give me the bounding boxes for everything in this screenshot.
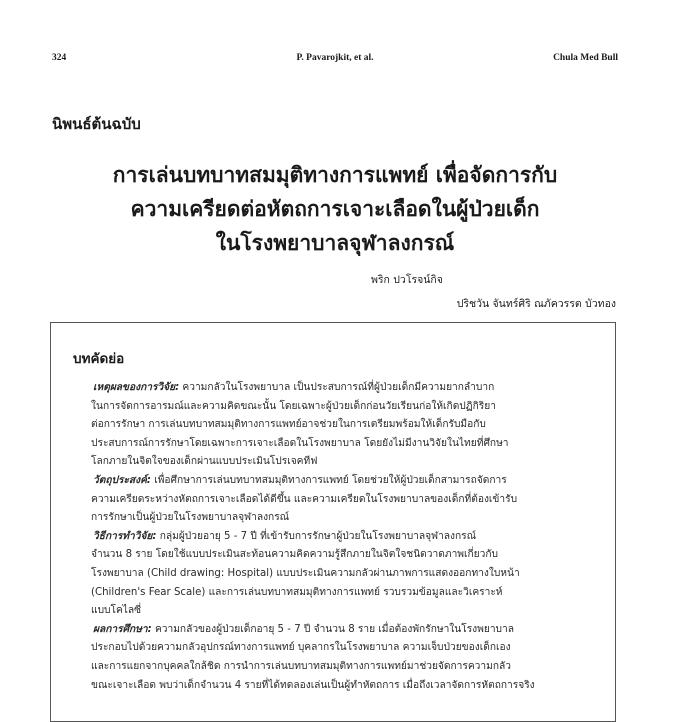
abstract-line: ประสบการณ์การรักษาโดยเฉพาะการเจาะเลือดในโรงพยาบาล โดยยังไม่มีงานวิจัยในไทยที่ศึกษา <box>91 437 509 449</box>
abstract-line: การรักษาเป็นผู้ป่วยในโรงพยาบาลจุฬาลงกรณ์ <box>91 512 290 524</box>
section-text: กลุ่มผู้ป่วยอายุ 5 - 7 ปี ที่เข้ารับการรักษาผู้ป่วยในโรงพยาบาลจุฬาลงกรณ์ <box>156 530 477 542</box>
abstract-line: โลกภายในจิตใจของเด็กผ่านแบบประเมินโปรเจคทีฟ <box>91 456 318 468</box>
abstract-line <box>93 379 593 398</box>
abstract-line <box>93 621 593 640</box>
running-authors: P. Pavarojkit, et al. <box>296 53 374 63</box>
title-line: ในโรงพยาบาลจุฬาลงกรณ์ <box>215 231 455 255</box>
section-text: ความกลัวในโรงพยาบาล เป็นประสบการณ์ที่ผู้ป่วยเด็กมีความยากลำบาก <box>179 382 495 393</box>
author-list <box>316 268 616 316</box>
abstract-line: แบบโคไลซี่ <box>91 605 142 617</box>
abstract-line: (Children's Fear Scale) และการเล่นบทบาทสมมุติทางการแพทย์ รวบรวมข้อมูลและวิเคราะห์ <box>91 586 503 598</box>
section-label: วิธีการทำวิจัย: <box>93 530 157 542</box>
author-line: ปริชวัน จันทร์ศิริ ณภัควรรต บัวทอง <box>456 298 616 310</box>
section-label: เหตุผลของการวิจัย: <box>93 382 180 393</box>
section-label: วัตถุประสงค์: <box>93 474 151 486</box>
journal-name: Chula Med Bull <box>553 53 618 63</box>
abstract-line: และการแยกจากบุคคลใกล้ชิด การนำการเล่นบทบาทสมมุติทางการแพทย์มาช่วยจัดการความกลัว <box>91 660 511 672</box>
section-text: เพื่อศึกษาการเล่นบทบาทสมมุติทางการแพทย์ โดยช่วยให้ผู้ป่วยเด็กสามารถจัดการ <box>151 474 507 486</box>
page-number: 324 <box>52 53 67 63</box>
author-line: พริก ปวโรจน์กิจ <box>371 274 443 286</box>
abstract-line: ความเครียดระหว่างหัตถการเจาะเลือดได้ดีขึ้น และความเครียดในโรงพยาบาลของเด็กที่ต้องเข้ารับ <box>91 493 518 505</box>
abstract-line: ต่อการรักษา การเล่นบทบาทสมมุติทางการแพทย์อาจช่วยในการเตรียมพร้อมให้เด็กรับมือกับ <box>91 419 486 431</box>
abstract-line: โรงพยาบาล (Child drawing: Hospital) แบบประเมินความกลัวผ่านภาพการแสดงออกทางใบหน้า <box>91 567 520 579</box>
abstract-heading: บทคัดย่อ <box>73 351 125 367</box>
abstract-line: ขณะเจาะเลือด พบว่าเด็กจำนวน 4 รายที่ได้ทดลองเล่นเป็นผู้ทำหัตถการ เมื่อถึงเวลาจัดการหัตถการจริง <box>91 679 535 691</box>
running-header <box>52 53 618 67</box>
abstract-line: จำนวน 8 ราย โดยใช้แบบประเมินสะท้อนความคิดความรู้สึกภายในจิตใจชนิดวาดภาพเกี่ยวกับ <box>91 549 498 561</box>
abstract-body <box>93 379 593 695</box>
section-label: ผลการศึกษา: <box>93 623 152 635</box>
paper-title <box>52 158 618 260</box>
section-text: ความกลัวของผู้ป่วยเด็กอายุ 5 - 7 ปี จำนวน 8 ราย เมื่อต้องพักรักษาในโรงพยาบาล <box>151 623 514 635</box>
abstract-line <box>93 472 593 491</box>
abstract-line: ประกอบไปด้วยความกลัวอุปกรณ์ทางการแพทย์ บุคลากรในโรงพยาบาล ความเจ็บป่วยของเด็กเอง <box>91 642 511 654</box>
paper-type: นิพนธ์ต้นฉบับ <box>52 115 141 133</box>
title-line: ความเครียดต่อหัตถการเจาะเลือดในผู้ป่วยเด็ก <box>130 197 540 221</box>
abstract-line <box>93 528 593 547</box>
title-line: การเล่นบทบาทสมมุติทางการแพทย์ เพื่อจัดการกับ <box>112 163 558 187</box>
abstract-box <box>50 322 616 722</box>
abstract-line: ในการจัดการอารมณ์และความคิดขณะนั้น โดยเฉพาะผู้ป่วยเด็กก่อนวัยเรียนก่อให้เกิดปฏิกิริยา <box>91 400 496 412</box>
